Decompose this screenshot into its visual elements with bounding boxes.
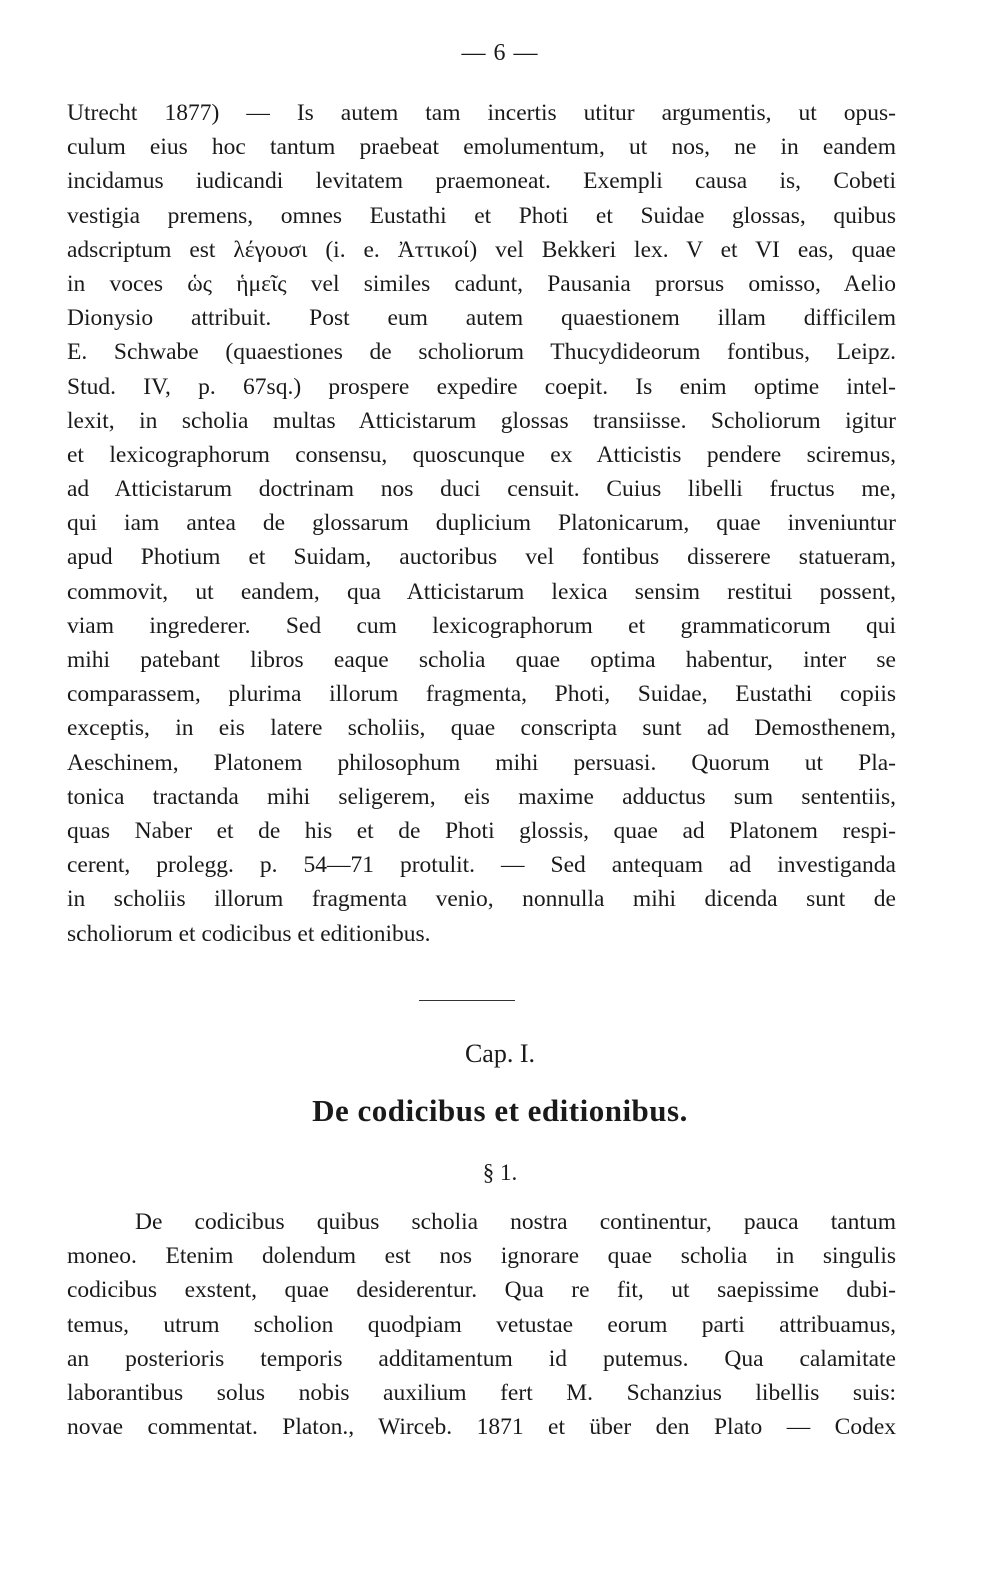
text-line: exceptis, in eis latere scholiis, quae conscripta sunt ad Demosthenem, (67, 715, 896, 742)
chapter-title: De codicibus et editionibus. (312, 1093, 688, 1128)
text-line: in scholiis illorum fragmenta venio, nonnulla mihi dicenda sunt de (67, 886, 896, 913)
text-line: Utrecht 1877) — Is autem tam incertis utitur argumentis, ut opus- (67, 100, 896, 126)
paragraph-1 (67, 96, 896, 951)
text-line: temus, utrum scholion quodpiam vetustae eorum parti attribuamus, (67, 1311, 896, 1338)
text-line: Aeschinem, Platonem philosophum mihi persuasi. Quorum ut Pla- (67, 749, 896, 776)
text-line: mihi patebant libros eaque scholia quae optima habentur, inter se (67, 647, 896, 673)
text-line: adscriptum est λέγουσι (i. e. Ἀττικοί) vel Bekkeri lex. V et VI eas, quae (67, 236, 896, 263)
text-line: laborantibus solus nobis auxilium fert M. Schanzius libellis suis: (67, 1379, 896, 1406)
text-line: incidamus iudicandi levitatem praemoneat. Exempli causa is, Cobeti (67, 168, 896, 195)
text-line: quas Naber et de his et de Photi glossis, quae ad Platonem respi- (67, 817, 896, 844)
text-line: comparassem, plurima illorum fragmenta, Photi, Suidae, Eustathi copiis (67, 681, 896, 708)
text-line: scholiorum et codicibus et editionibus. (67, 920, 431, 947)
text-line: novae commentat. Platon., Wirceb. 1871 et über den Plato — Codex (67, 1414, 896, 1441)
section-label: § 1. (482, 1160, 518, 1185)
text-line: apud Photium et Suidam, auctoribus vel fontibus disserere statueram, (67, 544, 896, 571)
page-number: — 6 — (461, 40, 539, 66)
text-line: tonica tractanda mihi seligerem, eis maxime adductus sum sententiis, (67, 783, 896, 810)
text-line: viam ingrederer. Sed cum lexicographorum et grammaticorum qui (67, 612, 896, 639)
text-line: vestigia premens, omnes Eustathi et Photi et Suidae glossas, quibus (67, 202, 896, 229)
text-line: Stud. IV, p. 67sq.) prospere expedire coepit. Is enim optime intel- (67, 373, 896, 400)
paragraph-2 (67, 1205, 896, 1444)
text-line: et lexicographorum consensu, quoscunque ex Atticistis pendere sciremus, (67, 441, 896, 468)
text-line: De codicibus quibus scholia nostra continentur, pauca tantum (135, 1209, 896, 1235)
text-line: E. Schwabe (quaestiones de scholiorum Thucydideorum fontibus, Leipz. (67, 339, 896, 366)
text-line: cerent, prolegg. p. 54—71 protulit. — Sed antequam ad investiganda (67, 852, 896, 879)
text-line: lexit, in scholia multas Atticistarum glossas transiisse. Scholiorum igitur (67, 407, 896, 434)
text-line: an posterioris temporis additamentum id putemus. Qua calamitate (67, 1345, 896, 1372)
text-line: codicibus exstent, quae desiderentur. Qua re fit, ut saepissime dubi- (67, 1277, 896, 1304)
chapter-label: Cap. I. (464, 1039, 536, 1068)
text-line: culum eius hoc tantum praebeat emolumentum, ut nos, ne in eandem (67, 134, 896, 161)
text-line: moneo. Etenim dolendum est nos ignorare quae scholia in singulis (67, 1243, 896, 1270)
section-divider (419, 1000, 515, 1001)
text-line: qui iam antea de glossarum duplicium Platonicarum, quae inveniuntur (67, 510, 896, 537)
text-line: ad Atticistarum doctrinam nos duci censuit. Cuius libelli fructus me, (67, 476, 896, 503)
text-line: Dionysio attribuit. Post eum autem quaestionem illam difficilem (67, 305, 896, 332)
text-line: commovit, ut eandem, qua Atticistarum lexica sensim restitui possent, (67, 578, 896, 605)
text-line: in voces ὡς ἡμεῖς vel similes cadunt, Pausania prorsus omisso, Aelio (67, 270, 896, 297)
